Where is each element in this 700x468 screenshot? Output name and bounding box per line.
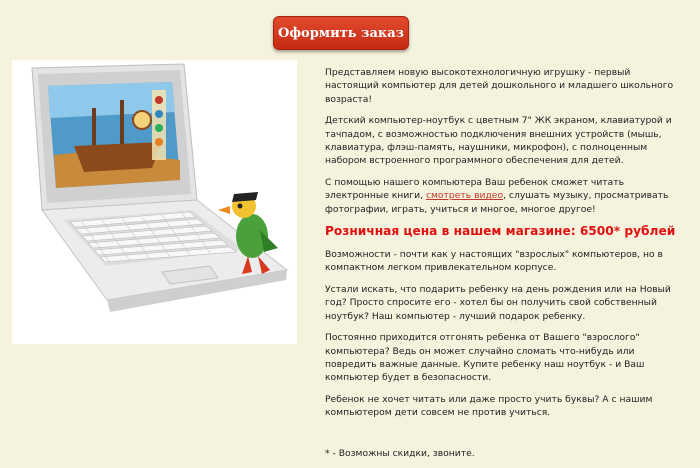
learning-paragraph: Ребенок не хочет читать или даже просто учить буквы? А с нашим компьютером дети совсем не против учиться. [325, 393, 653, 419]
safety-paragraph: Постоянно приходится отгонять ребенка от Вашего "взрослого" компьютера? Ведь он может случайно сломать что-нибудь или повредить важные данные. Купите ребенку наш ноутбук - и Ваш компьютер будет в безопасности. [325, 332, 645, 384]
product-image [12, 60, 297, 344]
intro-paragraph: Представляем новую высокотехнологичную игрушку - первый настоящий компьютер для детей дошкольного и младшего школьного возраста! [325, 67, 674, 105]
product-description [325, 66, 685, 468]
possibilities-paragraph: Возможности - почти как у настоящих "взрослых" компьютеров, но в компактном легком привлекательном корпусе. [325, 249, 663, 274]
discount-footnote: * - Возможны скидки, звоните. [325, 447, 475, 459]
capabilities-paragraph: С помощью нашего компьютера Ваш ребенок сможет читать электронные книги, смотреть видео, слушать музыку, просматривать фотографии, играть, учиться и многое, многое другое! [325, 176, 669, 215]
features-paragraph: Детский компьютер-ноутбук с цветным 7" ЖК экраном, клавиатурой и тачпадом, с возможностью подключения внешних устройств (мышь, клавиатура, флэш-память, наушники, микрофон), с полноценным набором встроенного программного обеспечения для детей. [325, 115, 672, 167]
watch-video-link[interactable]: смотреть видео [425, 190, 504, 202]
laptop-illustration [12, 60, 297, 344]
order-button[interactable]: Оформить заказ [273, 16, 409, 50]
gift-paragraph: Устали искать, что подарить ребенку на день рождения или на Новый год? Просто спросите его - хотел бы он получить свой собственный ноутбук? Наш компьютер - лучший подарок ребенку. [325, 283, 671, 322]
retail-price: Розничная цена в нашем магазине: 6500* рублей [325, 224, 676, 239]
